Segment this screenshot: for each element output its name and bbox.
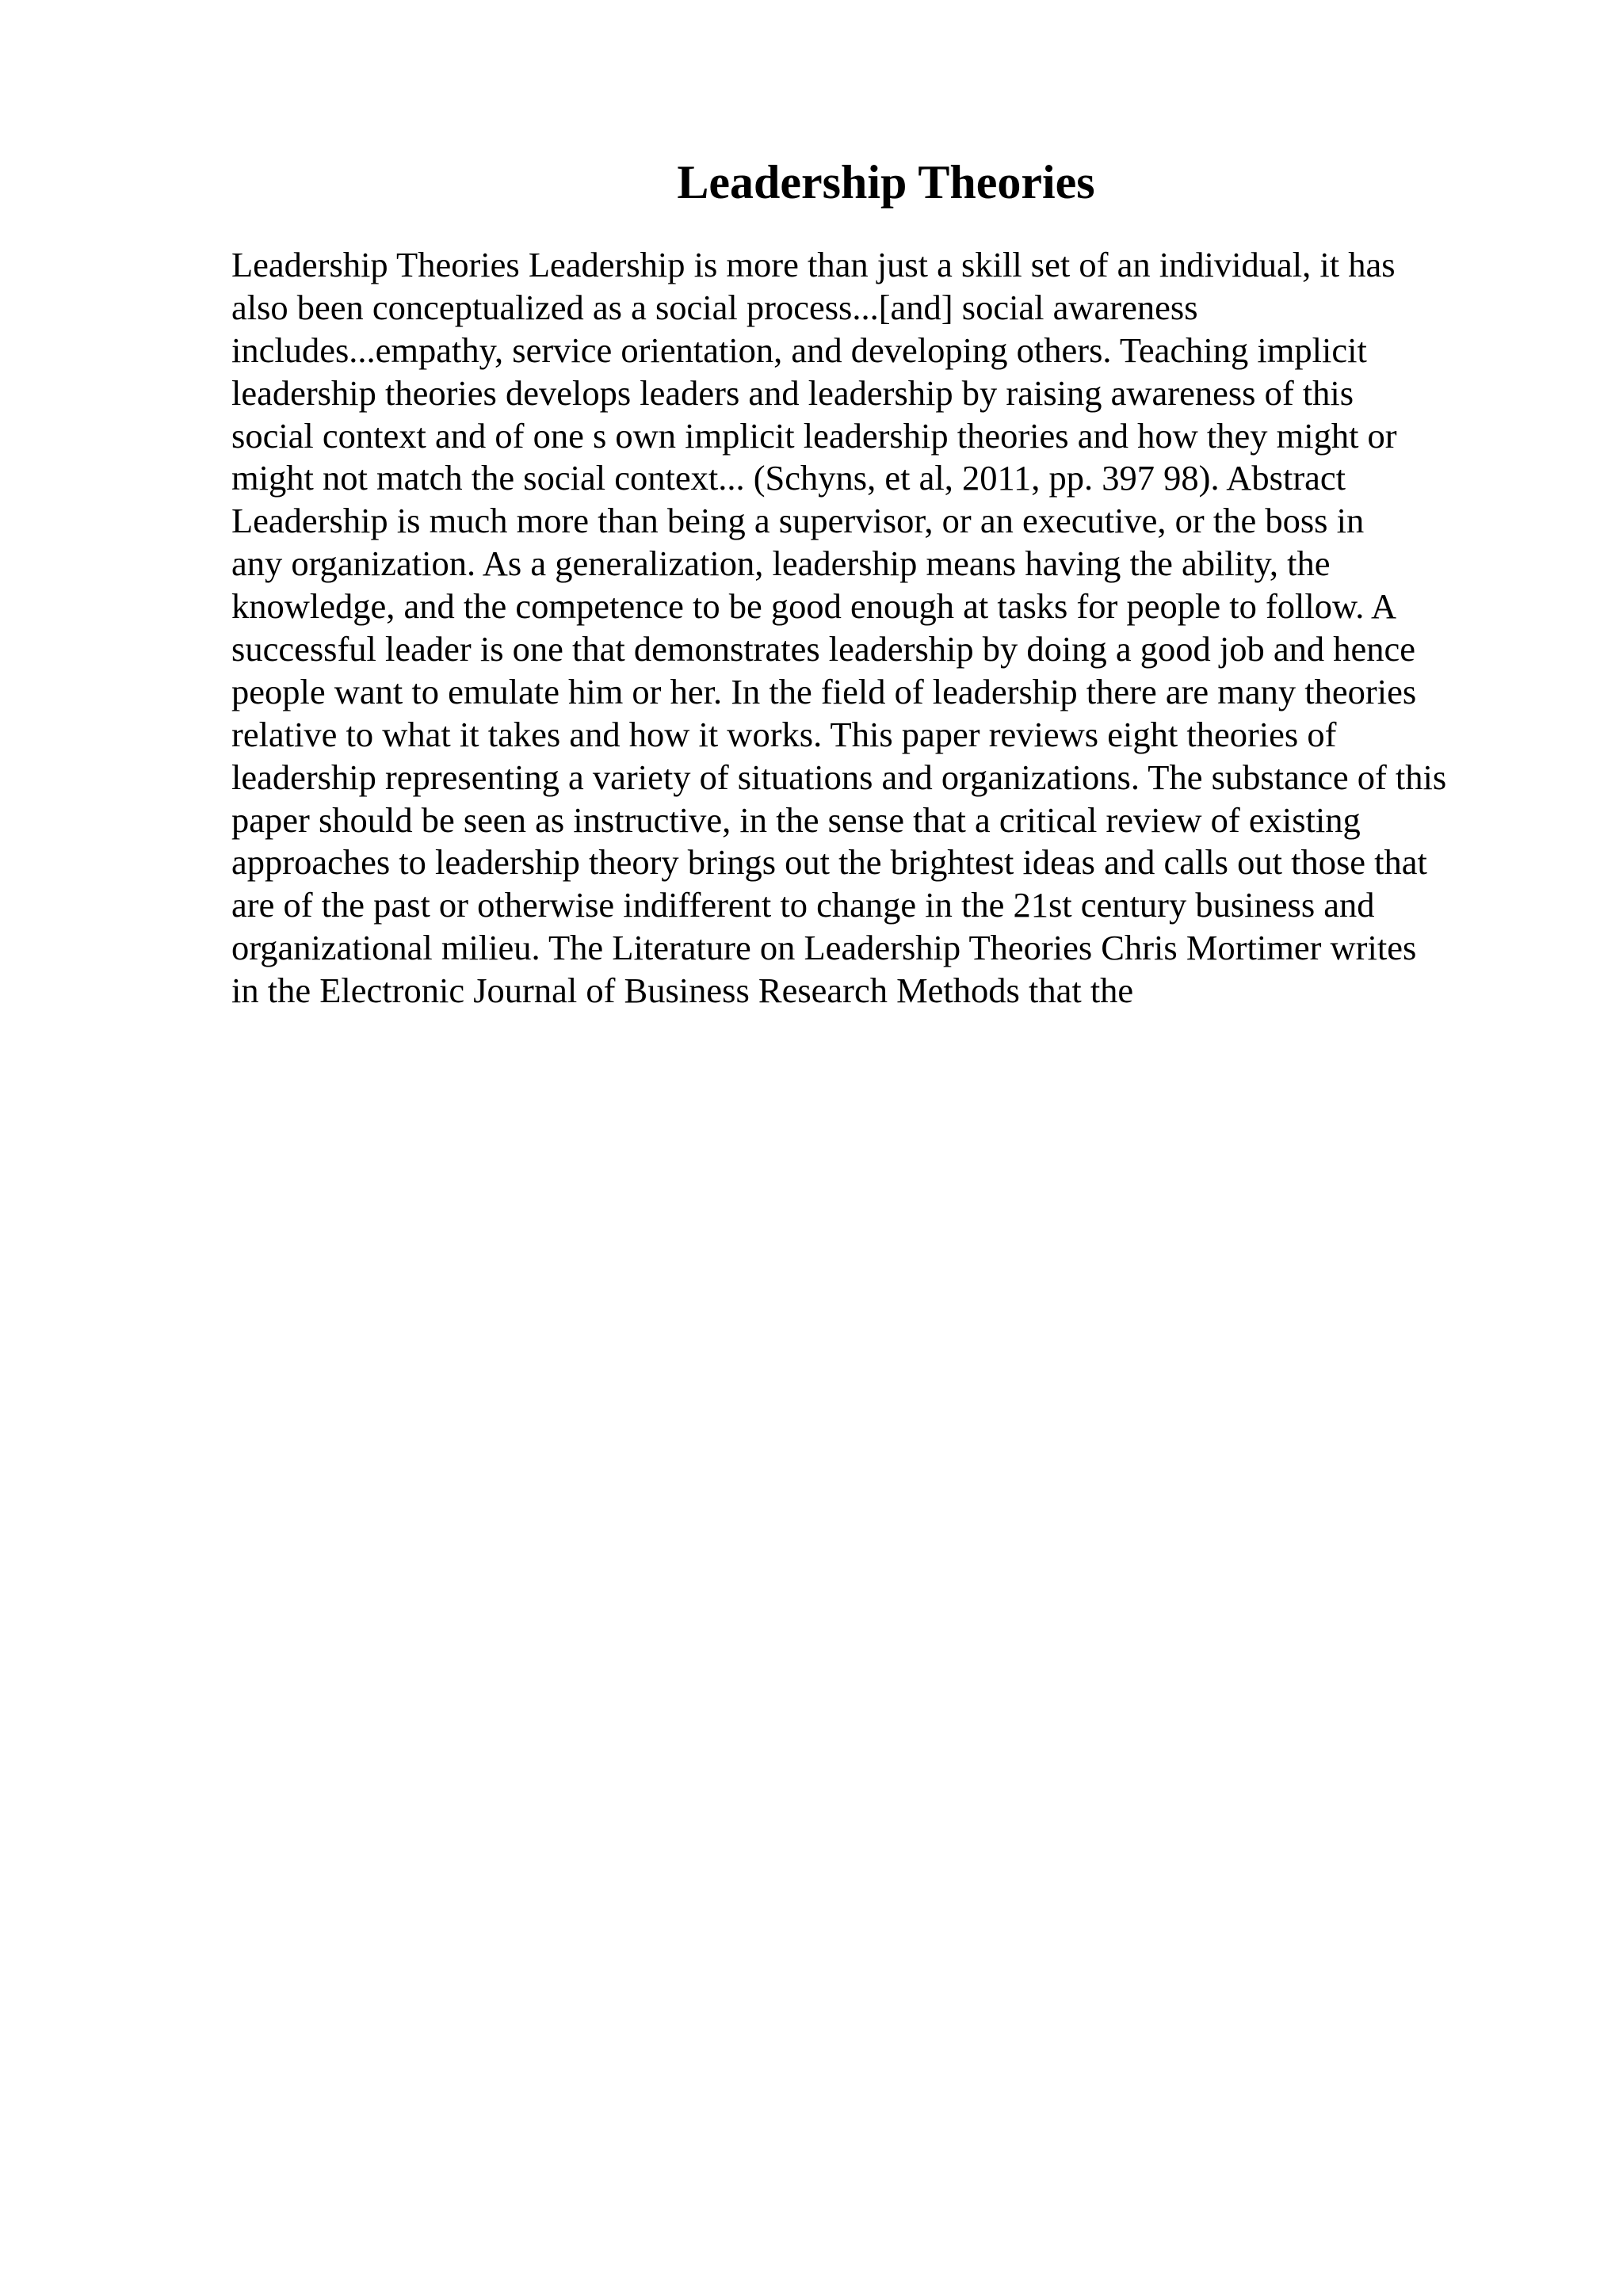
body-line: leadership theories develops leaders and leadership by raising awareness of this (231, 372, 1354, 413)
body-line: Leadership is much more than being a supervisor, or an executive, or the boss in (231, 501, 1365, 541)
body-line: knowledge, and the competence to be good enough at tasks for people to follow. A (231, 586, 1397, 627)
body-line: any organization. As a generalization, leadership means having the ability, the (231, 543, 1331, 584)
body-line: leadership representing a variety of situations and organizations. The substance of this (231, 757, 1447, 797)
body-line: in the Electronic Journal of Business Research Methods that the (231, 971, 1134, 1011)
body-line: organizational milieu. The Literature on Leadership Theories Chris Mortimer writes (231, 928, 1417, 968)
body-line: also been conceptualized as a social process...[and] social awareness (231, 287, 1198, 327)
body-line: might not match the social context... (Schyns, et al, 2011, pp. 397 98). Abstract (231, 458, 1346, 498)
document-body (231, 244, 1547, 1013)
body-line: includes...empathy, service orientation, and developing others. Teaching implicit (231, 330, 1367, 370)
body-line: are of the past or otherwise indifferent to change in the 21st century business and (231, 885, 1375, 925)
body-line: approaches to leadership theory brings out the brightest ideas and calls out those that (231, 842, 1427, 883)
document-title: Leadership Theories (677, 156, 1095, 208)
body-line: paper should be seen as instructive, in the sense that a critical review of existing (231, 799, 1361, 840)
body-line: relative to what it takes and how it works. This paper reviews eight theories of (231, 714, 1337, 754)
body-line: social context and of one s own implicit leadership theories and how they might or (231, 415, 1397, 456)
body-line: people want to emulate him or her. In the field of leadership there are many theories (231, 671, 1417, 711)
body-line: successful leader is one that demonstrates leadership by doing a good job and hence (231, 629, 1416, 669)
body-line: Leadership Theories Leadership is more than just a skill set of an individual, it has (231, 245, 1396, 284)
